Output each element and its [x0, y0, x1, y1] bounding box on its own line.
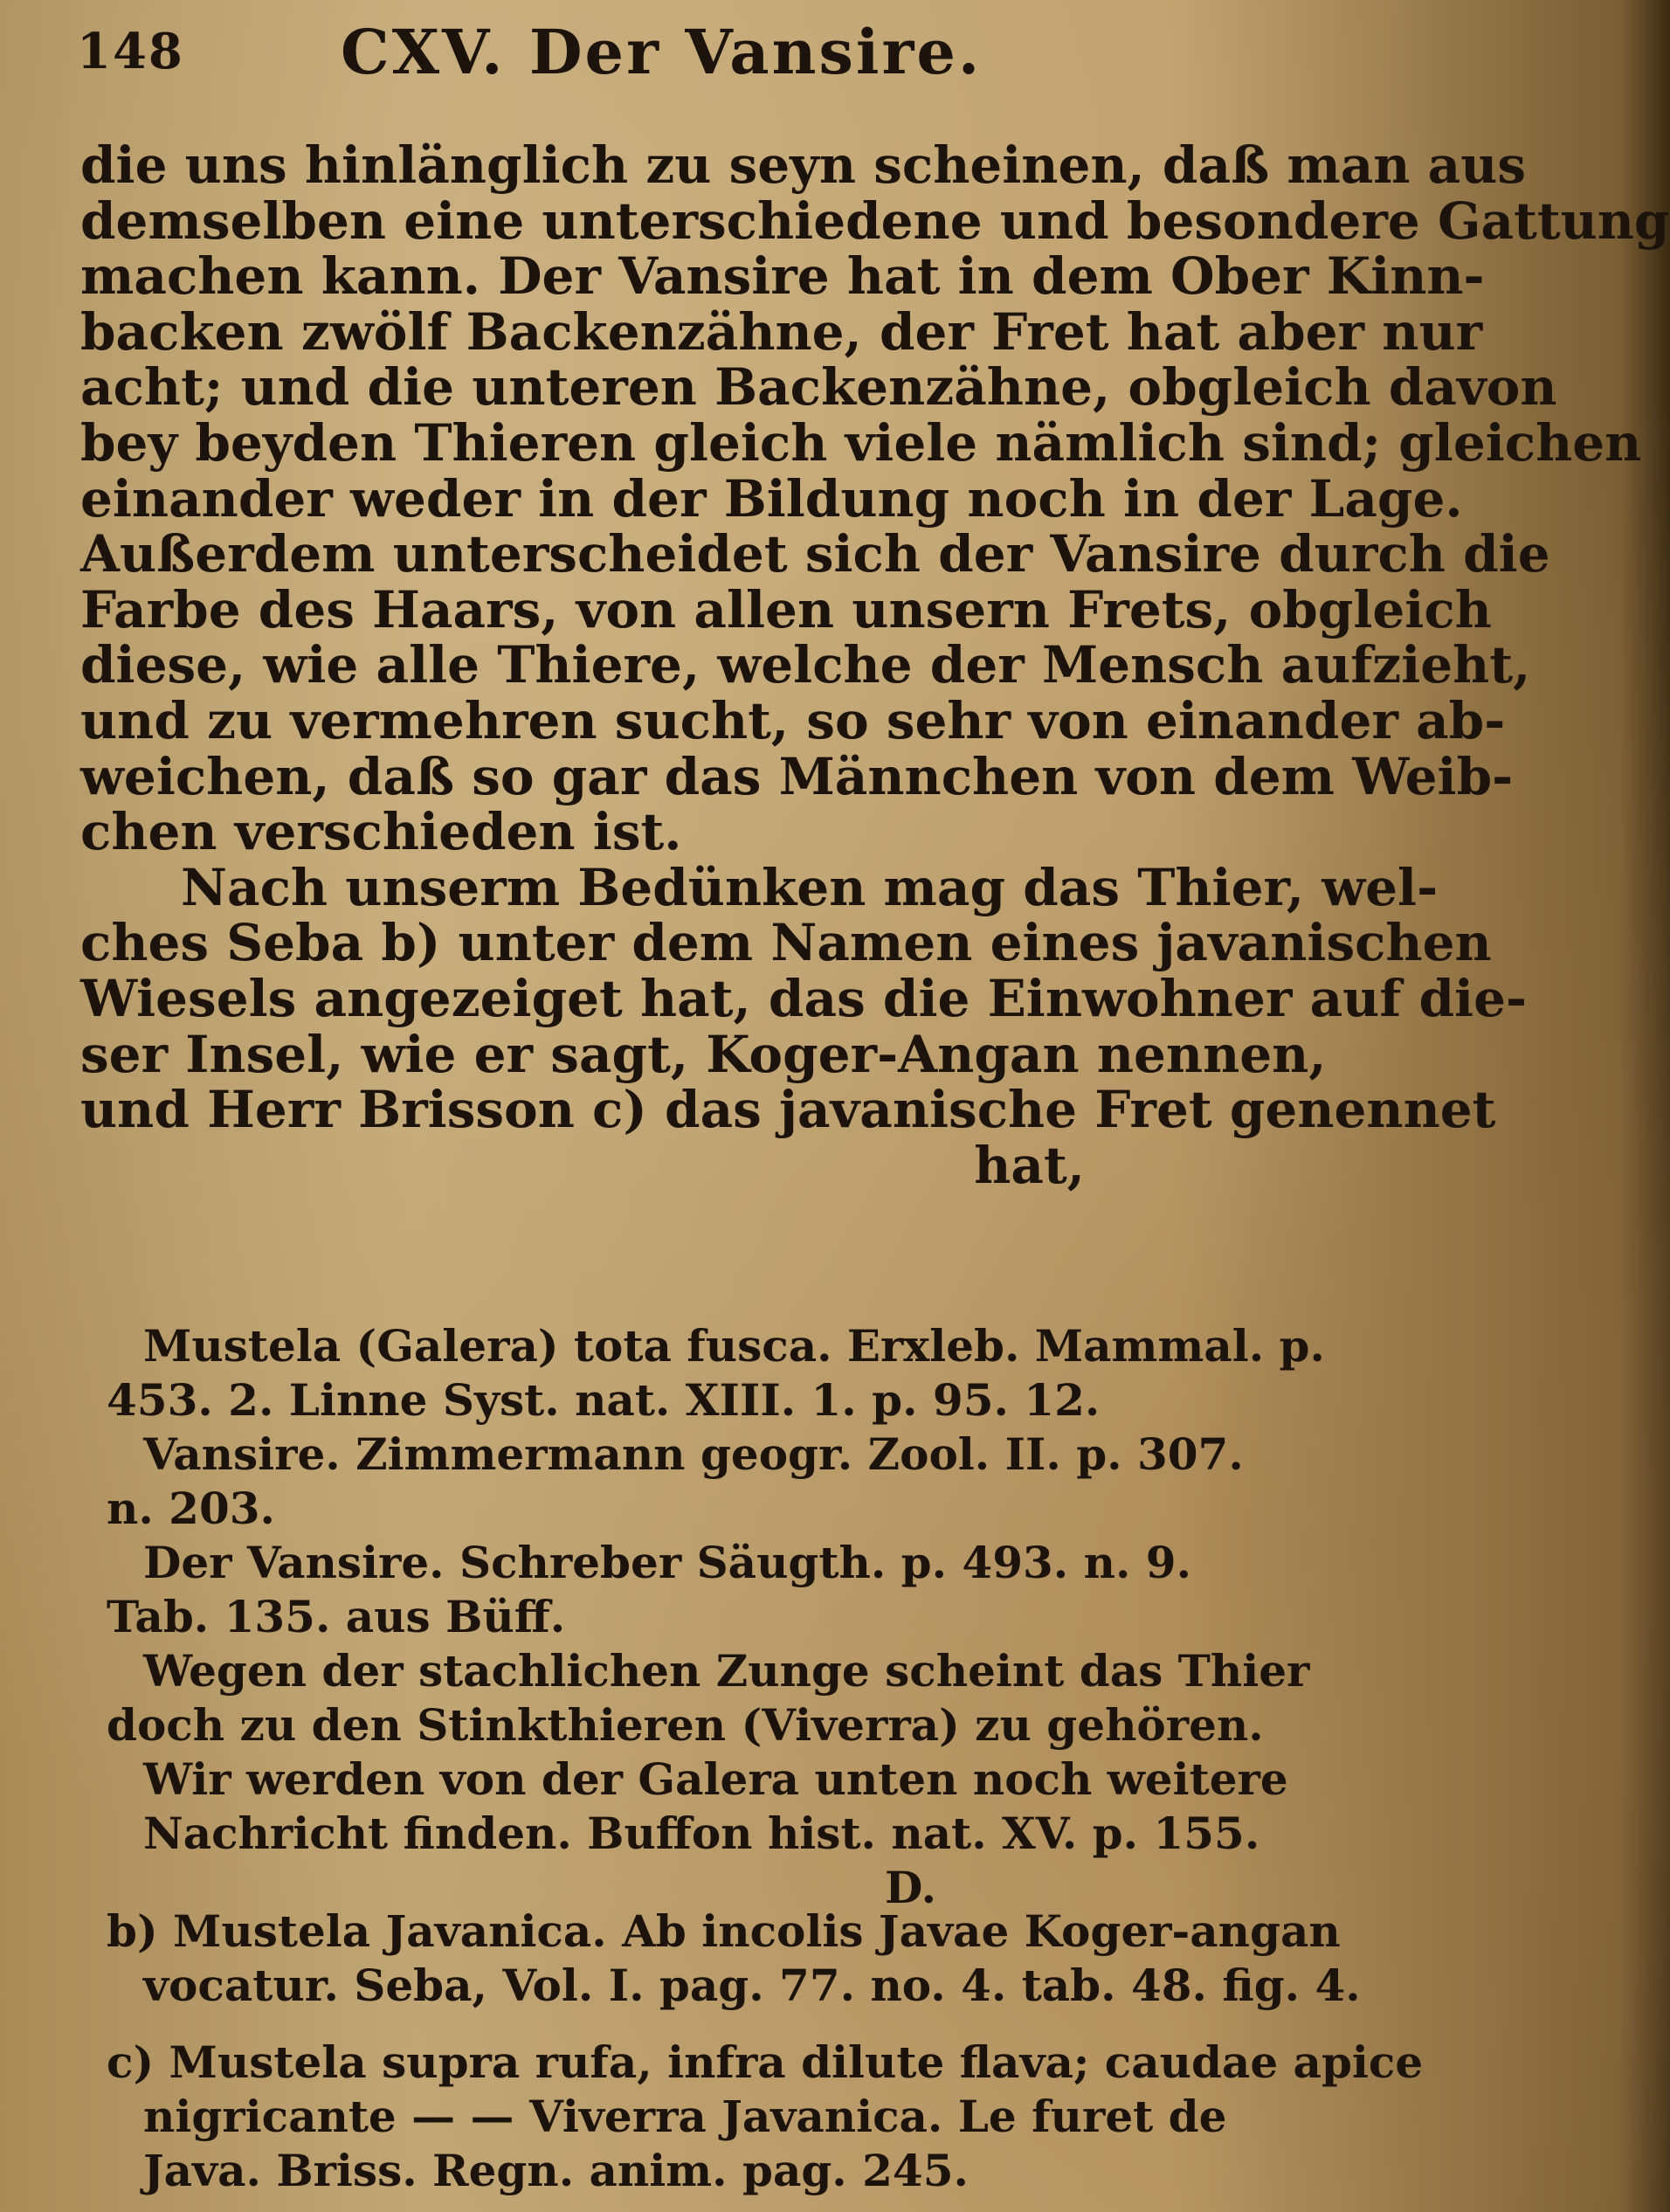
text-line: diese, wie alle Thiere, welche der Mensch aufzieht,	[80, 635, 1531, 695]
footnote-line: vocatur. Seba, Vol. I. pag. 77. no. 4. tab. 48. fig. 4.	[143, 1960, 1361, 2011]
footnote-a	[80, 1319, 1325, 1915]
running-title: CXV. Der Vansire.	[341, 16, 983, 88]
footnote-line: Nachricht finden. Buffon hist. nat. XV. p. 155.	[143, 1808, 1260, 1859]
footnote-line: Tab. 135. aus Büff.	[107, 1591, 566, 1642]
text-line: einander weder in der Bildung noch in der Lage.	[80, 468, 1463, 529]
footnote-line: Wegen der stachlichen Zunge scheint das Thier	[143, 1645, 1310, 1697]
text-line: chen verschieden ist.	[80, 802, 682, 862]
footnote-signature: D.	[885, 1862, 936, 1913]
paragraph-start-line: Nach unserm Bedünken mag das Thier, wel-	[181, 857, 1439, 917]
footnote-line: Vansire. Zimmermann geogr. Zool. II. p. 307.	[143, 1428, 1244, 1480]
footnote-line: b) Mustela Javanica. Ab incolis Javae Koger-angan	[107, 1905, 1341, 1957]
text-line: backen zwölf Backenzähne, der Fret hat aber nur	[80, 301, 1483, 362]
footnote-line: 453. 2. Linne Syst. nat. XIII. 1. p. 95. 12.	[107, 1374, 1101, 1426]
text-line: demselben eine unterschiedene und besondere Gattung	[80, 190, 1670, 251]
text-line: Außerdem unterscheidet sich der Vansire durch die	[80, 524, 1550, 584]
page-number: 148	[77, 23, 184, 80]
page-header	[61, 16, 1066, 103]
footnote-line: Wir werden von der Galera unten noch weitere	[143, 1753, 1288, 1805]
footnote-line: doch zu den Stinkthieren (Viverra) zu gehören.	[107, 1699, 1264, 1751]
main-text	[80, 135, 1670, 1195]
text-line: acht; und die unteren Backenzähne, obgleich davon	[80, 357, 1557, 418]
text-line: die uns hinlänglich zu seyn scheinen, daß man aus	[80, 135, 1527, 195]
footnote-line: c) Mustela supra rufa, infra dilute flava; caudae apice	[107, 2036, 1424, 2088]
text-line: und Herr Brisson c) das javanische Fret genennet	[80, 1080, 1496, 1140]
catchword: hat,	[974, 1135, 1085, 1195]
footnote-line: nigricante — — Viverra Javanica. Le furet de	[143, 2091, 1227, 2142]
text-line: bey beyden Thieren gleich viele nämlich sind; gleichen	[80, 412, 1642, 473]
footnote-line: Mustela (Galera) tota fusca. Erxleb. Mammal. p.	[143, 1320, 1325, 1372]
text-line: machen kann. Der Vansire hat in dem Ober Kinn-	[80, 246, 1485, 307]
text-line: weichen, daß so gar das Männchen von dem Weib-	[80, 746, 1514, 806]
text-line: Farbe des Haars, von allen unsern Frets, obgleich	[80, 579, 1492, 639]
footnote-line: Der Vansire. Schreber Säugth. p. 493. n. 9.	[143, 1537, 1191, 1588]
footnote-b	[80, 1904, 1361, 2013]
footnote-line: n. 203.	[107, 1483, 275, 1534]
footnote-c	[80, 2036, 1424, 2198]
text-line: ser Insel, wie er sagt, Koger-Angan nennen,	[80, 1024, 1327, 1084]
footnote-line: Java. Briss. Regn. anim. pag. 245.	[143, 2145, 969, 2196]
text-line: und zu vermehren sucht, so sehr von einander ab-	[80, 690, 1506, 750]
text-line: ches Seba b) unter dem Namen eines javanischen	[80, 913, 1492, 973]
text-line: Wiesels angezeiget hat, das die Einwohner auf die-	[80, 968, 1528, 1028]
